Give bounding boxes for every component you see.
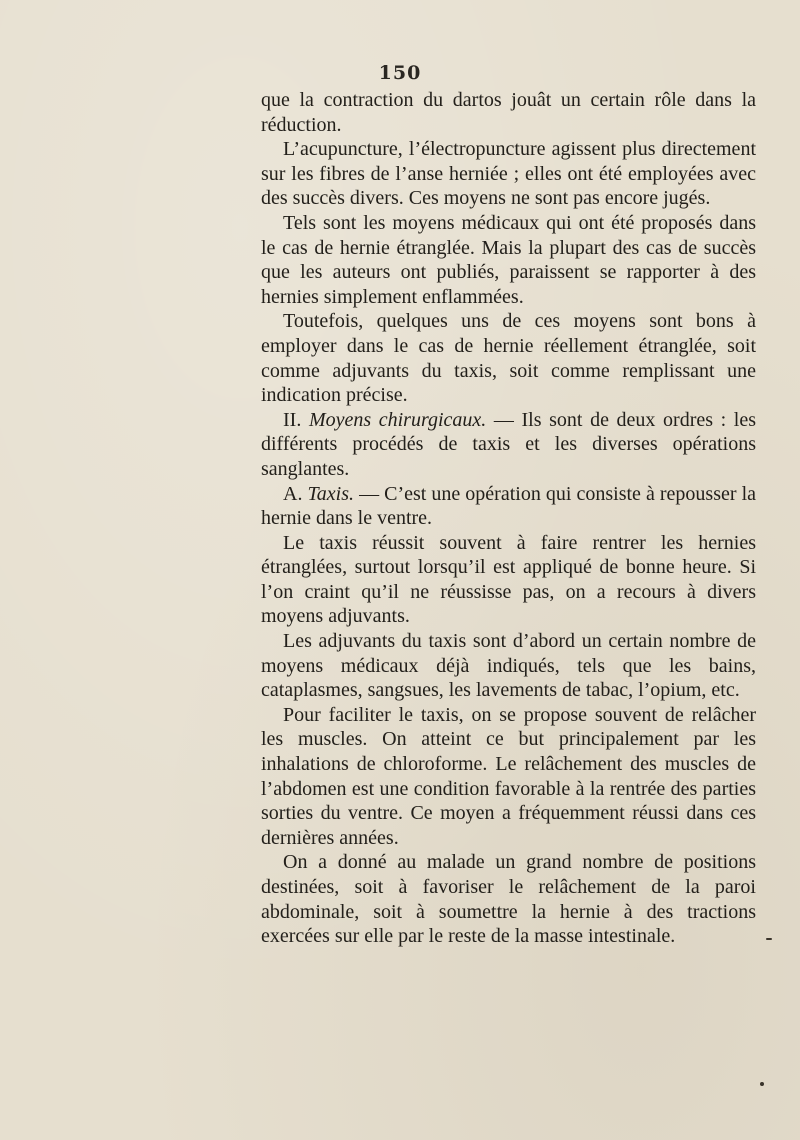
paragraph: On a donné au malade un grand nombre de positions destinées, soit à favoriser le relâchement de la paroi abdominale, soit à soumettre la hernie à des tractions exercées sur elle par le reste de la masse intestinale. xyxy=(261,851,756,948)
paragraph-text: — Ils sont de deux ordres : les différents procédés de taxis et les diverses opérations sanglantes. xyxy=(261,408,757,480)
paragraph: L’acupuncture, l’électropuncture agissent plus directement sur les fibres de l’anse herniée ; elles ont été employées avec des succès divers. Ces moyens ne sont pas encore jugés. xyxy=(261,138,756,210)
paragraph: Tels sont les moyens médicaux qui ont été proposés dans le cas de hernie étranglée. Mais la plupart des cas de succès que les auteurs ont publiés, paraissent se rapporter à des hernies simplement enflammées. xyxy=(261,211,756,308)
paragraph: que la contraction du dartos jouât un certain rôle dans la réduction. xyxy=(261,89,756,136)
section-heading: Moyens chirurgicaux. xyxy=(308,408,487,431)
subsection-letter: A. xyxy=(283,482,303,505)
paragraph: Toutefois, quelques uns de ces moyens sont bons à employer dans le cas de hernie réellement étranglée, soit comme adjuvants du taxis, soit comme remplissant une indication précise. xyxy=(261,310,756,407)
paragraph: Le taxis réussit souvent à faire rentrer les hernies étranglées, surtout lorsqu’il est appliqué de bonne heure. Si l’on craint qu’il ne réussisse pas, on a recours à divers moyens adjuvants. xyxy=(261,531,756,628)
paragraph-text: — C’est une opération qui consiste à repousser la hernie dans le ventre. xyxy=(261,482,756,530)
paragraph xyxy=(261,482,756,531)
paper-speck xyxy=(760,1082,764,1086)
paper-speck xyxy=(766,938,772,940)
body-text xyxy=(261,88,756,949)
paragraph xyxy=(261,408,756,482)
page-number: 150 xyxy=(378,62,422,84)
subsection-heading: Taxis. xyxy=(307,482,355,505)
paragraph: Les adjuvants du taxis sont d’abord un certain nombre de moyens médicaux déjà indiqués, tels que les bains, cataplasmes, sangsues, les lavements de tabac, l’opium, etc. xyxy=(261,630,756,702)
paragraph: Pour faciliter le taxis, on se propose souvent de relâcher les muscles. On atteint ce but principalement par les inhalations de chloroforme. Le relâchement des muscles de l’abdomen est une condition favorable à la rentrée des parties sorties du ventre. Ce moyen a fréquemment réussi dans ces dernières années. xyxy=(261,703,756,849)
section-number: II. xyxy=(283,408,302,431)
